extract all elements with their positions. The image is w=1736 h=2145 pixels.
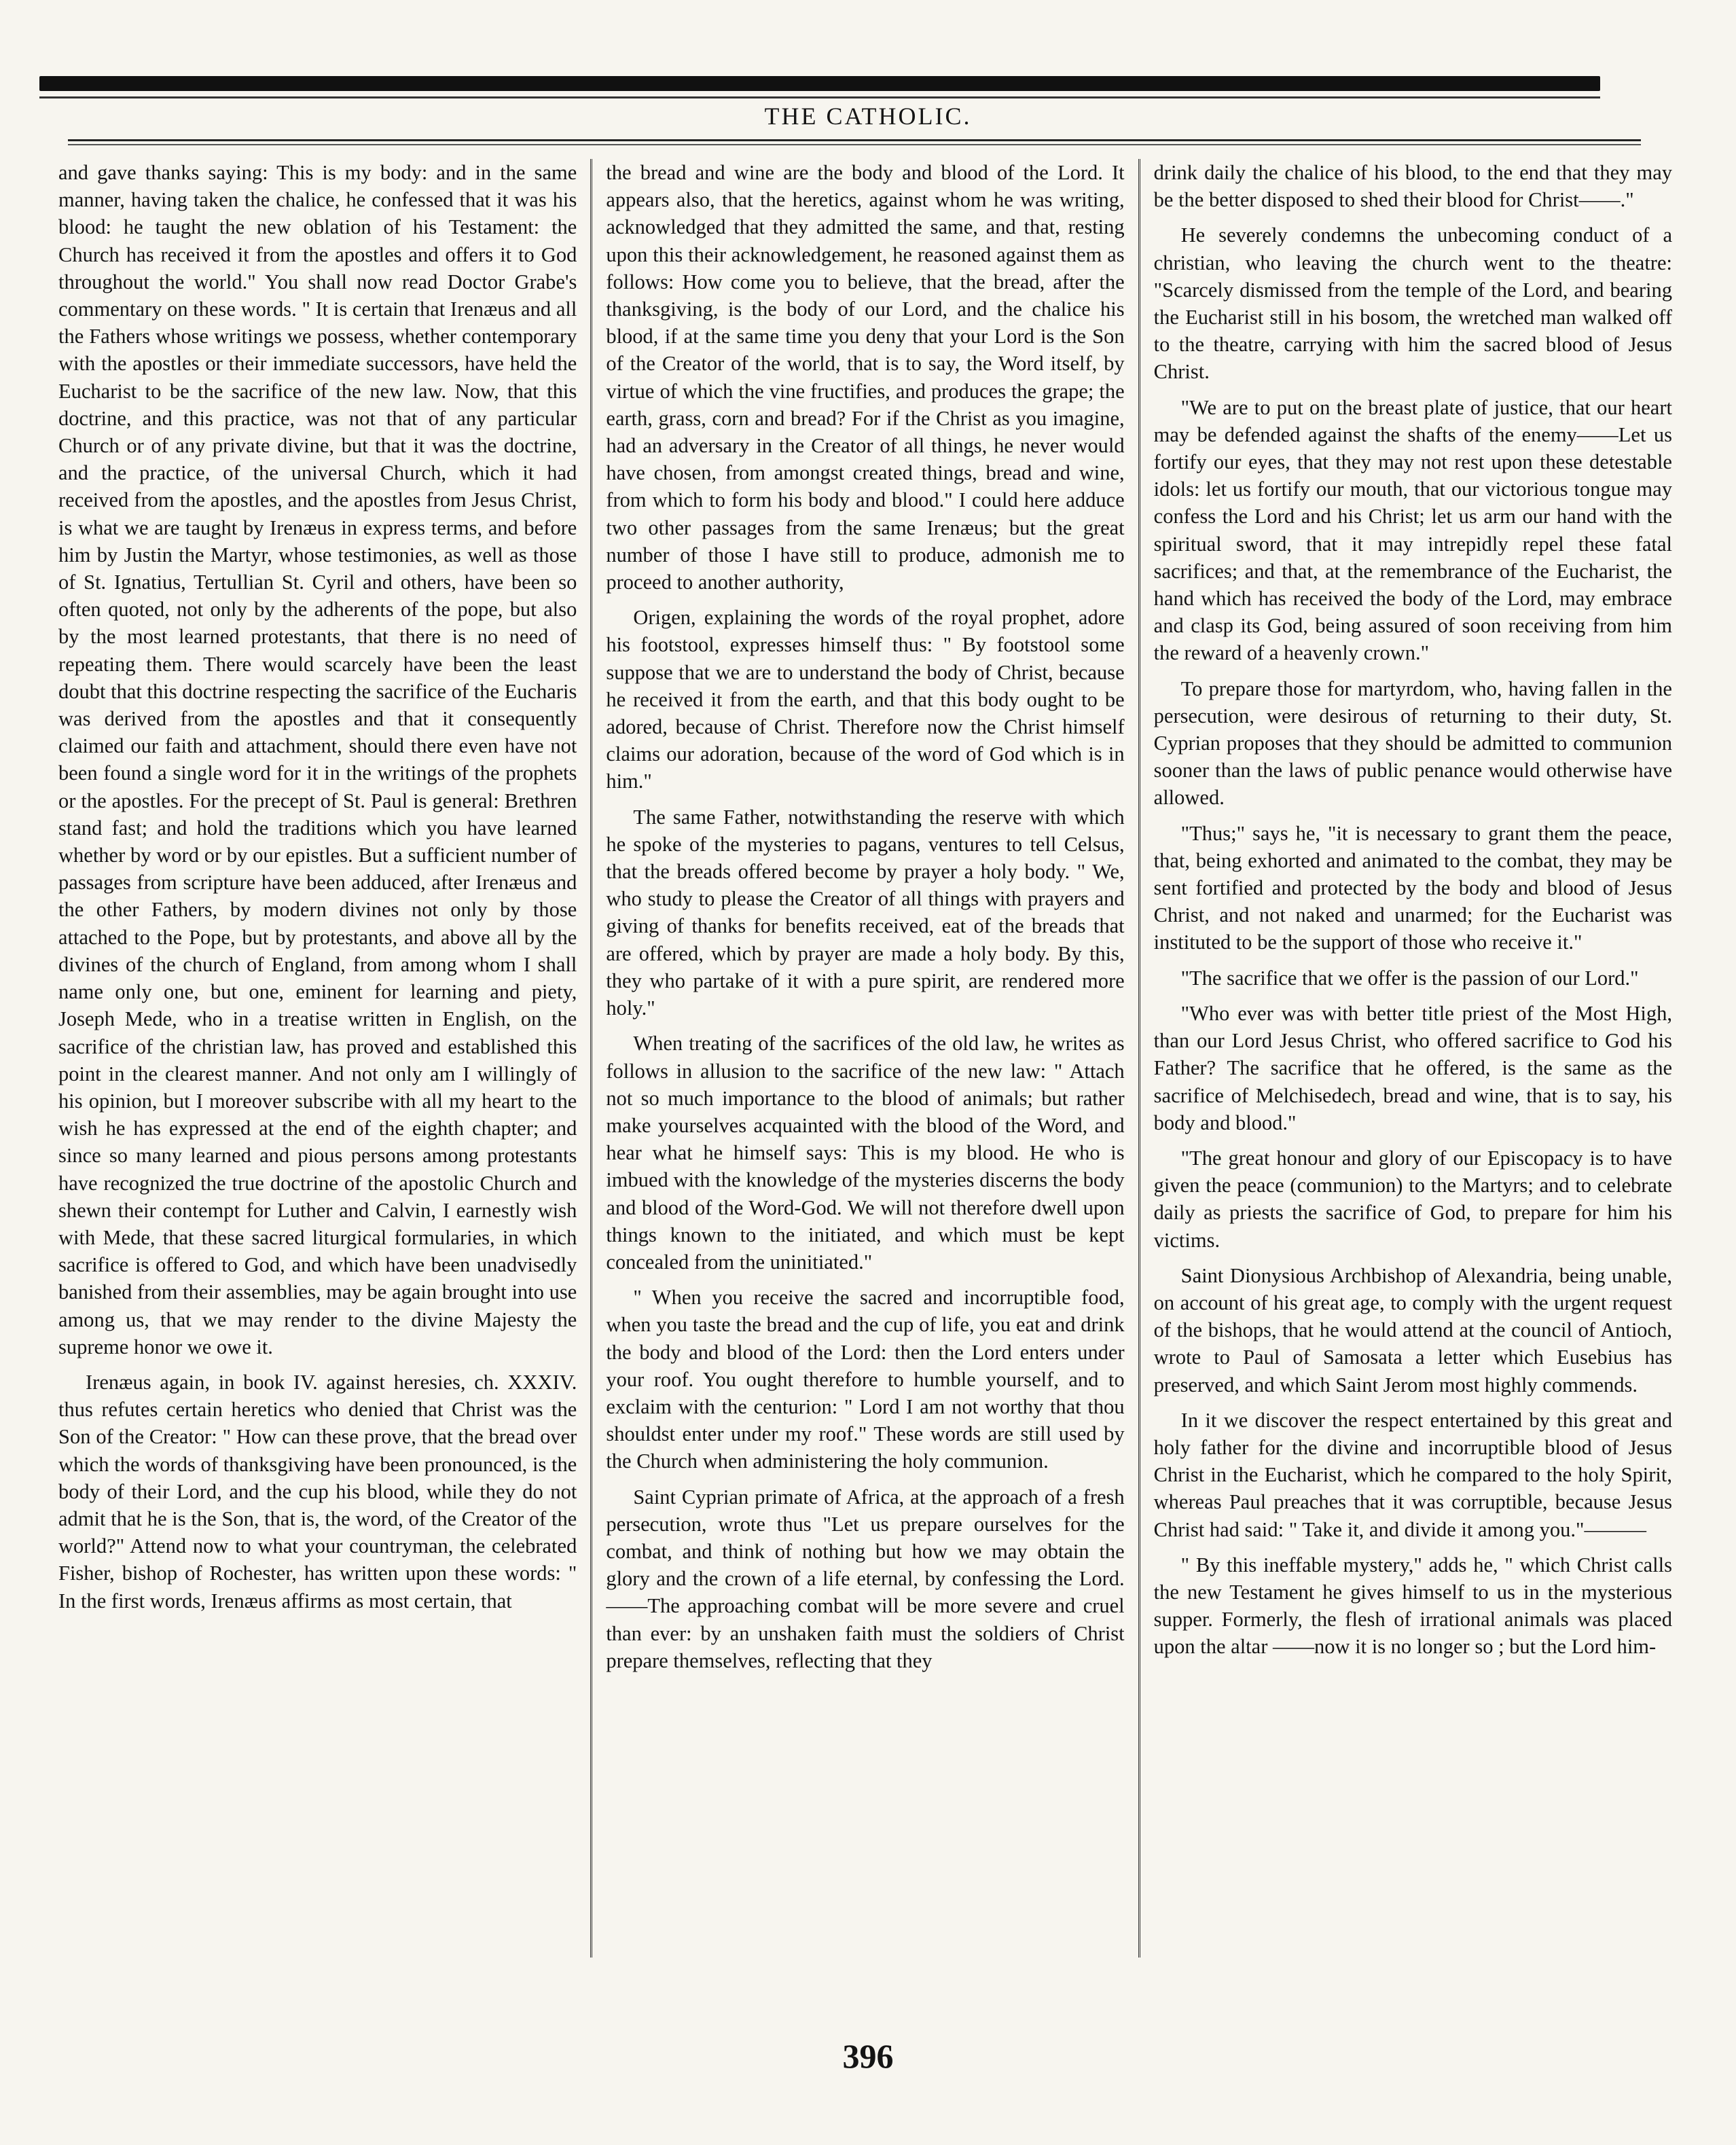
paragraph: " When you receive the sacred and incorruptible food, when you taste the bread and the cup of life, you eat and drink the body and blood of the Lord: then the Lord enters under your roof. You ought therefore to humble yourself, and to exclaim with the centurion: " Lord I am not worthy that thou shouldst enter under my roof." These words are still used by the Church when administering the holy communion. bbox=[606, 1286, 1125, 1473]
running-title: THE CATHOLIC. bbox=[764, 103, 972, 130]
top-rule bbox=[39, 76, 1600, 91]
header-rule bbox=[68, 139, 1641, 145]
paragraph: " By this ineffable mystery," adds he, " which Christ calls the new Testament he gives himself to us in the mysterious supper. Formerly, the flesh of irrational animals was placed upon the altar ——now it is no longer so ; but the Lord him- bbox=[1153, 1553, 1672, 1659]
paragraph: In it we discover the respect entertained by this great and holy father for the divine and incorruptible blood of Jesus Christ in the Eucharist, which he compared to the holy Spirit, whereas Paul preaches that it was corruptible, because Jesus Christ had said: " Take it, and divide it among you."——— bbox=[1153, 1408, 1672, 1541]
column-middle bbox=[590, 159, 1138, 1958]
paragraph: "We are to put on the breast plate of justice, that our heart may be defended against the shafts of the enemy——Let us fortify our eyes, that they may not rest upon these detestable idols: let us fortify our mouth, that our victorious tongue may confess the Lord and his Christ; let us arm our hand with the spiritual sword, that it may intrepidly repel these fatal sacrifices; and that, at the remembrance of the Eucharist, the hand which has received the body of the Lord, may embrace and clasp its God, being assured of soon receiving from him the reward of a heavenly crown." bbox=[1153, 395, 1672, 665]
page-number: 396 bbox=[842, 2037, 894, 2075]
paragraph: "Who ever was with better title priest of the Most High, than our Lord Jesus Christ, who offered sacrifice to God his Father? The sacrifice that he offered, is the same as the sacrifice of Melchisedech, bread and wine, that is to say, his body and blood." bbox=[1153, 1001, 1672, 1134]
text-columns bbox=[45, 159, 1686, 1958]
paragraph: "Thus;" says he, "it is necessary to grant them the peace, that, being exhorted and animated to the combat, they may be sent fortified and protected by the body and blood of Jesus Christ, and not naked and unarmed; for the Eucharist was instituted to be the support of those who receive it." bbox=[1153, 821, 1672, 954]
column-left bbox=[45, 159, 590, 1958]
paragraph: the bread and wine are the body and blood of the Lord. It appears also, that the heretics, against whom he was writing, acknowledged that they admitted the same, and that, resting upon this their acknowledgement, he reasoned against them as follows: How come you to believe, that the bread, after the thanksgiving, is the body of our Lord, and the chalice his blood, if at the same time you deny that your Lord is the Son of the Creator of the world, that is to say, the Word itself, by virtue of which the vine fructifies, and produces the grape; the earth, grass, corn and bread? For if the Christ as you imagine, had an adversary in the Creator of all things, he never would have chosen, from amongst created things, bread and wine, from which to form his body and blood." I could here adduce two other passages from the same Irenæus; but the great number of those I have still to produce, admonish me to proceed to another authority, bbox=[606, 161, 1125, 594]
paragraph: drink daily the chalice of his blood, to the end that they may be the better disposed to shed their blood for Christ——." bbox=[1153, 161, 1672, 212]
paragraph: and gave thanks saying: This is my body: and in the same manner, having taken the chalice, he confessed that it was his blood: he taught the new oblation of his Testament: the Church has received it from the apostles and offers it to God throughout the world." You shall now read Doctor Grabe's commentary on these words. " It is certain that Irenæus and all the Fathers whose writings we possess, whether contemporary with the apostles or their immediate successors, have held the Eucharist to be the sacrifice of the new law. Now, that this doctrine, and this practice, was not that of any particular Church or of any private divine, but that it was the doctrine, and the practice, of the universal Church, which it had received from the apostles, and the apostles from Jesus Christ, is what we are taught by Irenæus in express terms, and before him by Justin the Martyr, whose testimonies, as well as those of St. Ignatius, Tertullian St. Cyril and others, have been so often quoted, not only by the adherents of the pope, but also by the most learned protestants, that there is no need of repeating them. There would scarcely have been the least doubt that this doctrine respecting the sacrifice of the Eucharis was derived from the apostles and that it consequently claimed our faith and attachment, should there even have not been found a single word for it in the writings of the prophets or the apostles. For the precept of St. Paul is general: Brethren stand fast; and hold the traditions which you have learned whether by word or by our epistles. But a sufficient number of passages from scripture have been adduced, after Irenæus and the other Fathers, by modern divines not only by those attached to the Pope, but by protestants, and above all by the divines of the church of England, from among whom I shall name only one, but one, eminent for learning and piety, Joseph Mede, who in a treatise written in English, on the sacrifice of the christian law, has proved and established this point in the clearest manner. And not only am I willingly of his opinion, but I moreover subscribe with all my heart to the wish he has expressed at the end of the eighth chapter; and since so many learned and pious persons among protestants have recognized the true doctrine of the apostolic Church and shewn their contempt for Luther and Calvin, I earnestly wish with Mede, that these sacred liturgical formularies, in which sacrifice is offered to God, and which have been unadvisedly banished from their assemblies, may be again brought into use among us, that we may render to the divine Majesty the supreme honor we owe it. bbox=[58, 161, 577, 1358]
paragraph: Irenæus again, in book IV. against heresies, ch. XXXIV. thus refutes certain heretics who denied that Christ was the Son of the Creator: " How can these prove, that the bread over which the words of thanksgiving have been pronounced, is the body of their Lord, and the cup his blood, while they do not admit that he is the Son, that is, the word, of the Creator of the world?" Attend now to what your countryman, the celebrated Fisher, bishop of Rochester, has written upon these words: " In the first words, Irenæus affirms as most certain, that bbox=[58, 1370, 577, 1612]
paragraph: When treating of the sacrifices of the old law, he writes as follows in allusion to the sacrifice of the new law: " Attach not so much importance to the blood of animals; but rather make yourselves acquainted with the blood of the Word, and hear what he himself says: This is my blood. He who is imbued with the knowledge of the mysteries discerns the body and blood of the Word-God. We will not therefore dwell upon things known to the initiated, and which must be kept concealed from the uninitiated." bbox=[606, 1032, 1125, 1274]
paragraph: Saint Cyprian primate of Africa, at the approach of a fresh persecution, wrote thus "Let us prepare ourselves for the combat, and think of nothing but how we may obtain the glory and the crown of a life eternal, by confessing the Lord.——The approaching combat will be more severe and cruel than ever: by an unshaken faith must the soldiers of Christ prepare themselves, reflecting that they bbox=[606, 1485, 1125, 1672]
paragraph: Origen, explaining the words of the royal prophet, adore his footstool, expresses himself thus: " By footstool some suppose that we are to understand the body of Christ, because he received it from the earth, and that this body ought to be adored, because of Christ. Therefore now the Christ himself claims our adoration, because of the word of God which is in him." bbox=[606, 606, 1125, 793]
paragraph: To prepare those for martyrdom, who, having fallen in the persecution, were desirous of returning to their duty, St. Cyprian proposes that they should be admitted to communion sooner than the laws of public penance would otherwise have allowed. bbox=[1153, 677, 1672, 810]
paragraph: "The sacrifice that we offer is the passion of our Lord." bbox=[1180, 966, 1639, 990]
paragraph: "The great honour and glory of our Episcopacy is to have given the peace (communion) to the Martyrs; and to celebrate daily as priests the sacrifice of God, to prepare for him his victims. bbox=[1153, 1146, 1672, 1252]
paragraph: The same Father, notwithstanding the reserve with which he spoke of the mysteries to pagans, ventures to tell Celsus, that the breads offered become by prayer a holy body. " We, who study to please the Creator of all things with prayers and giving of thanks for benefits received, eat of the breads that are offered, which by prayer are made a holy body. By this, they who partake of it with a pure spirit, are rendered more holy." bbox=[606, 805, 1125, 1020]
column-right bbox=[1138, 159, 1686, 1958]
paragraph: He severely condemns the unbecoming conduct of a christian, who leaving the church went to the theatre: "Scarcely dismissed from the temple of the Lord, and bearing the Eucharist still in his bosom, the wretched man walked off to the theatre, carrying with him the sacred blood of Jesus Christ. bbox=[1153, 223, 1672, 384]
paragraph: Saint Dionysious Archbishop of Alexandria, being unable, on account of his great age, to comply with the urgent request of the bishops, that he would attend at the council of Antioch, wrote to Paul of Samosata a letter which Eusebius has preserved, and which Saint Jerom most highly commends. bbox=[1153, 1263, 1672, 1396]
